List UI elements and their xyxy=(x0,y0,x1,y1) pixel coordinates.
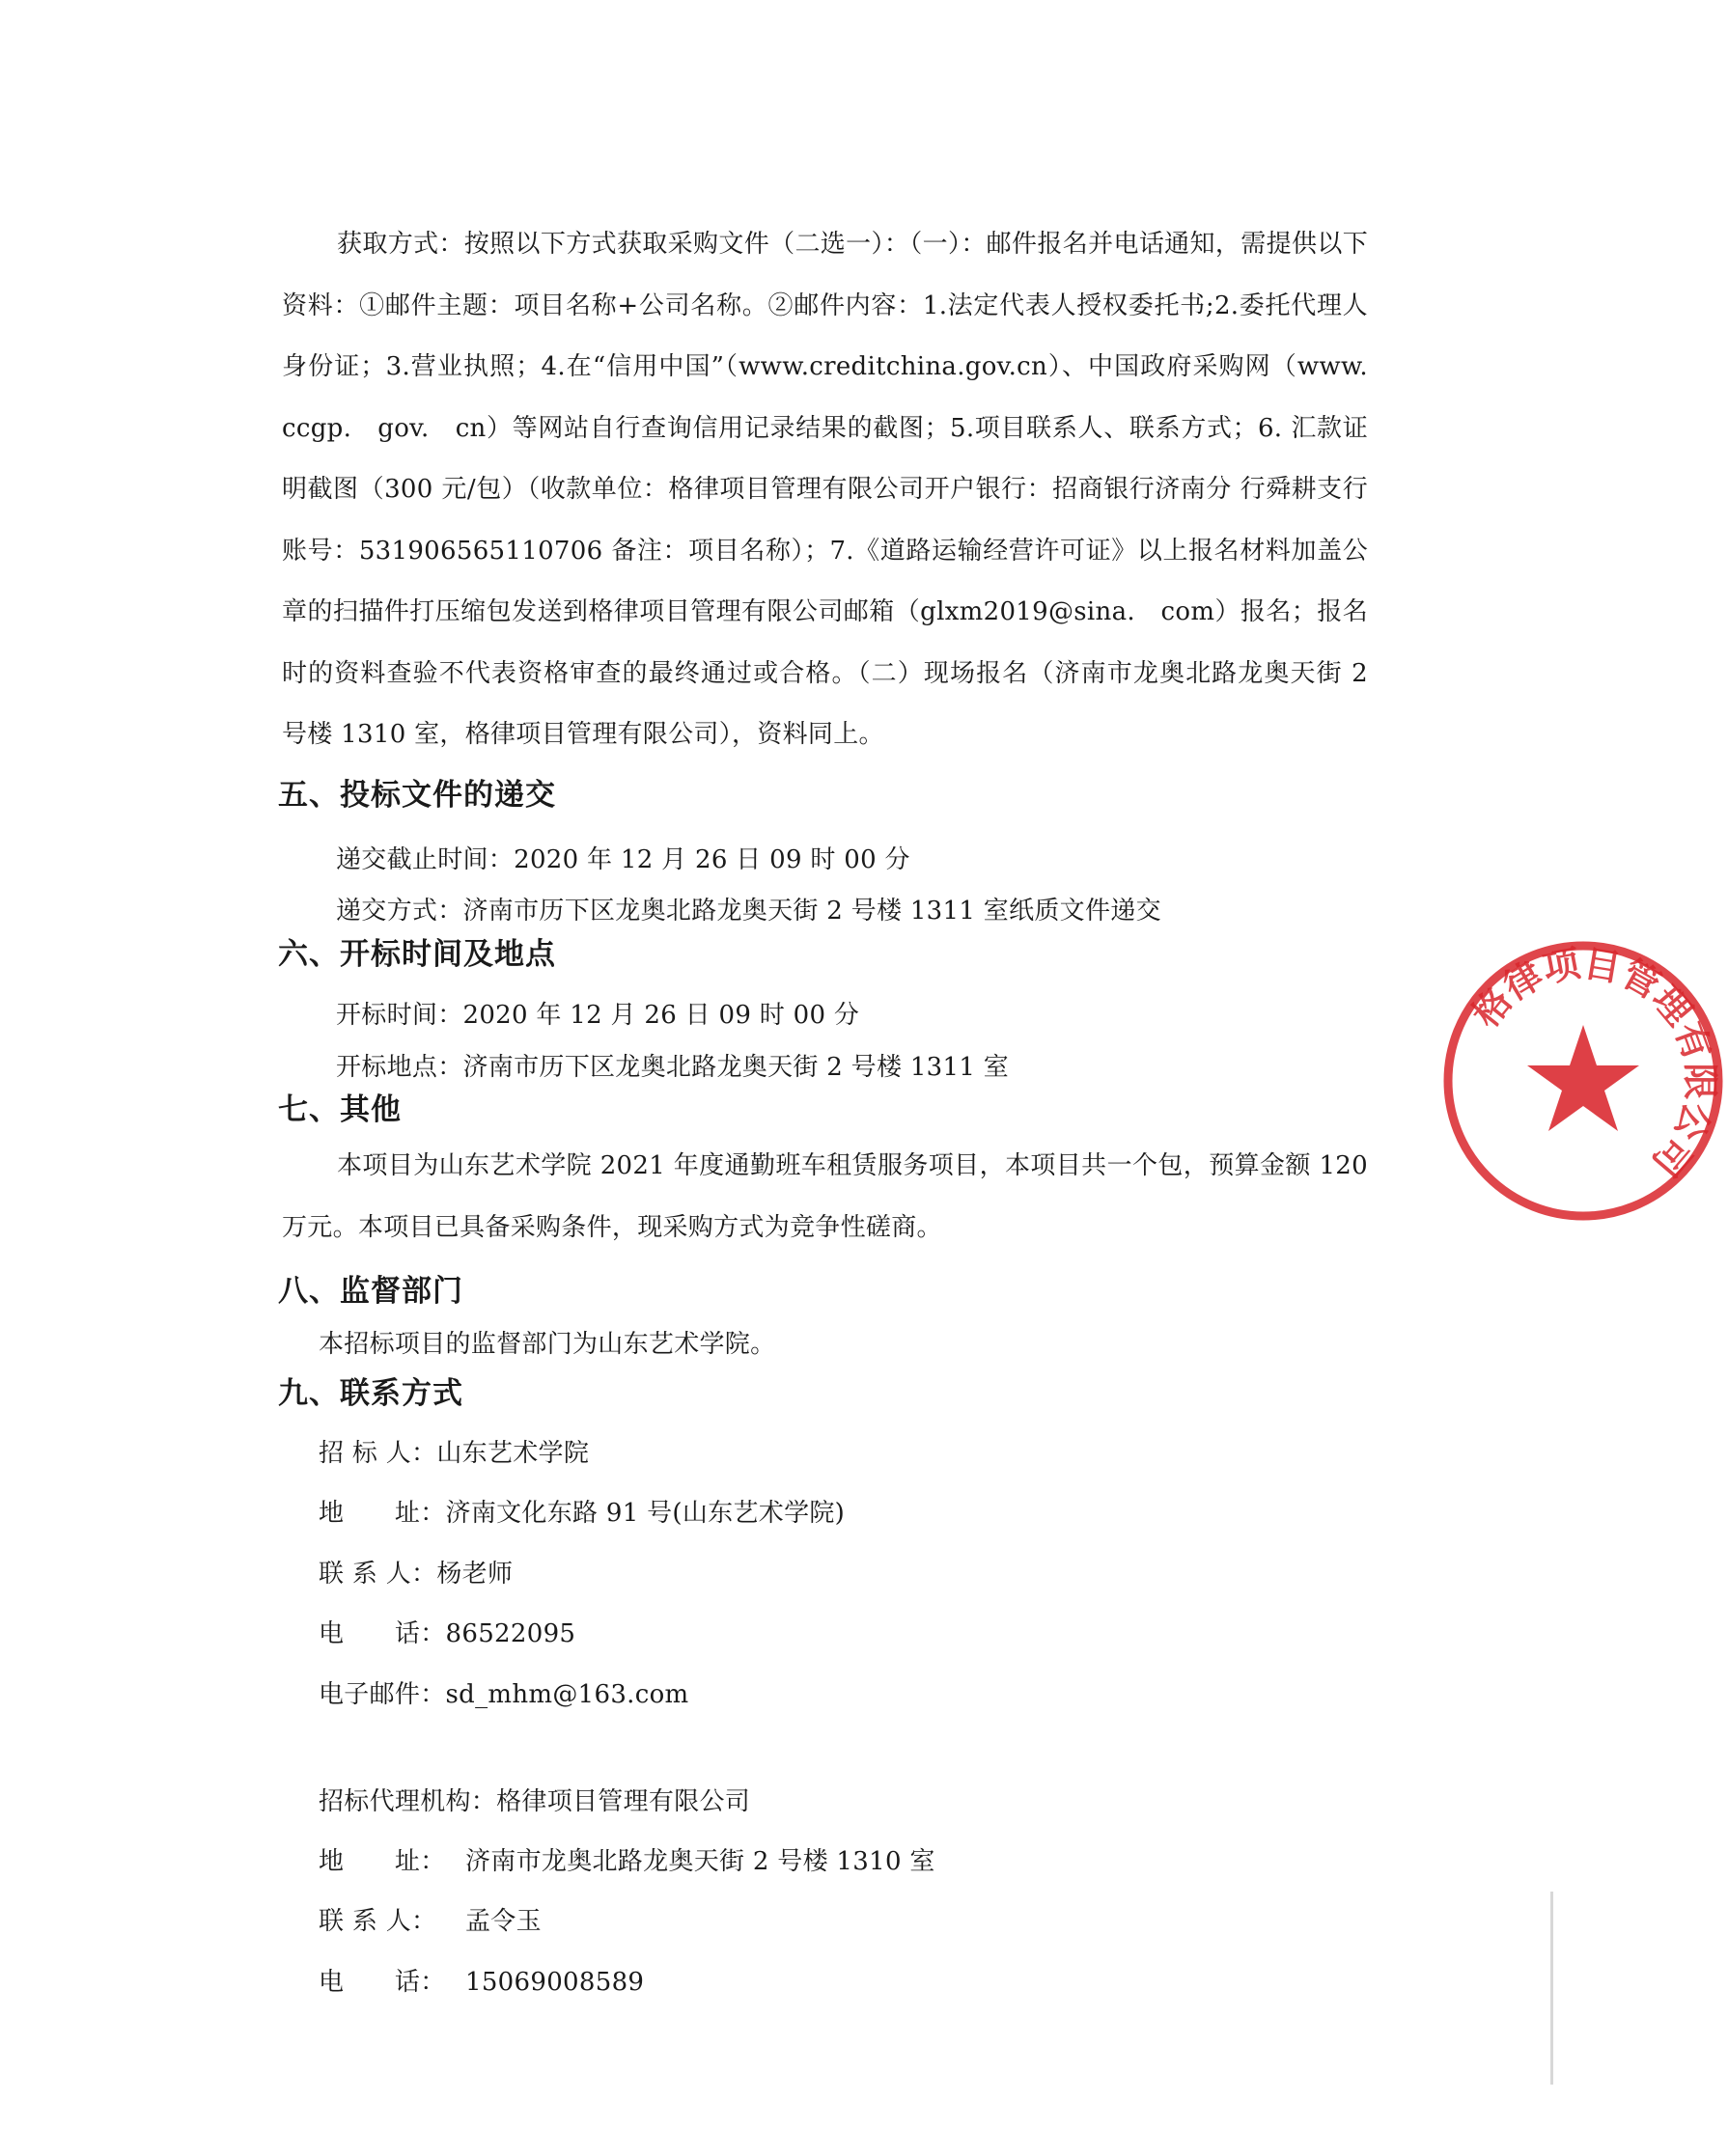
opening-time: 开标时间：2020 年 12 月 26 日 09 时 00 分 xyxy=(336,1001,860,1030)
agency-address: 济南市龙奥北路龙奥天街 2 号楼 1310 室 xyxy=(465,1847,935,1876)
seal-star-icon xyxy=(1527,1025,1639,1131)
tenderer-phone-label: 电 话： xyxy=(319,1619,446,1648)
scan-edge-mark xyxy=(1550,1892,1553,2085)
tenderer-contact-row xyxy=(319,1554,513,1589)
agency-contact-label: 联 系 人： xyxy=(319,1907,437,1936)
agency-phone-label: 电 话： xyxy=(319,1968,446,1997)
opening-place: 开标地点：济南市历下区龙奥北路龙奥天街 2 号楼 1311 室 xyxy=(336,1053,1010,1082)
section-8-title: 八、监督部门 xyxy=(278,1274,463,1309)
section-9-title: 九、联系方式 xyxy=(278,1376,463,1411)
acquisition-paragraph: 获取方式：按照以下方式获取采购文件（二选一）：（一）：邮件报名并电话通知，需提供以下资料：①邮件主题：项目名称+公司名称。②邮件内容：1.法定代表人授权委托书;2.委托代理人身份证；3.营业执照；4.在“信用中国”（www.creditchina.gov.cn）、中国政府采购网（www. ccgp. gov. cn）等网站自行查询信用记录结果的截图；5.项目联系人、联系方式；6. 汇款证明截图（300 元/包）（收款单位：格律项目管理有限公司开户银行：招商银行济南分 行舜耕支行账号：531906565110706 备注：项目名称）；7.《道路运输经营许可证》以上报名材料加盖公章的扫描件打压缩包发送到格律项目管理有限公司邮箱（glxm2019@sina. com）报名；报名时的资料查验不代表资格审查的最终通过或合格。（二）现场报名（济南市龙奥北路龙奥天街 2 号楼 1310 室，格律项目管理有限公司），资料同上。 xyxy=(282,230,1394,749)
section-7-paragraph: 本项目为山东艺术学院 2021 年度通勤班车租赁服务项目，本项目共一个包，预算金额 120 万元。本项目已具备采购条件，现采购方式为竞争性磋商。 xyxy=(282,1151,1368,1242)
agency-name: 格律项目管理有限公司 xyxy=(496,1787,751,1816)
tenderer-email: sd_mhm@163.com xyxy=(445,1680,689,1709)
tenderer-email-label: 电子邮件： xyxy=(319,1680,446,1709)
tenderer-email-row xyxy=(319,1674,689,1710)
tenderer-address: 济南文化东路 91 号(山东艺术学院) xyxy=(445,1499,846,1528)
section-5-title: 五、投标文件的递交 xyxy=(278,778,556,813)
agency-address-label: 地 址： xyxy=(319,1847,446,1876)
company-seal-stamp xyxy=(1438,936,1728,1226)
agency-phone-row xyxy=(319,1962,644,1998)
tenderer-phone: 86522095 xyxy=(445,1619,576,1648)
section-6-title: 六、开标时间及地点 xyxy=(278,937,556,972)
tenderer-address-row xyxy=(319,1493,845,1529)
tenderer-name: 山东艺术学院 xyxy=(436,1439,590,1468)
tenderer-contact-label: 联 系 人： xyxy=(319,1560,437,1589)
tenderer-address-label: 地 址： xyxy=(319,1499,446,1528)
seal-text: 格律项目管理有限公司 xyxy=(1463,941,1722,1185)
agency-address-row xyxy=(319,1841,935,1877)
submission-deadline: 递交截止时间：2020 年 12 月 26 日 09 时 00 分 xyxy=(336,845,910,874)
agency-name-row xyxy=(319,1782,750,1817)
agency-contact-row xyxy=(319,1901,542,1937)
supervision-text: 本招标项目的监督部门为山东艺术学院。 xyxy=(319,1330,776,1359)
agency-contact-person: 孟令玉 xyxy=(465,1907,542,1936)
agency-phone: 15069008589 xyxy=(465,1968,645,1997)
tenderer-name-label: 招 标 人： xyxy=(319,1439,437,1468)
tenderer-name-row xyxy=(319,1433,589,1469)
tenderer-contact-person: 杨老师 xyxy=(436,1560,514,1589)
tenderer-phone-row xyxy=(319,1614,575,1649)
agency-name-label: 招标代理机构： xyxy=(319,1787,497,1816)
submission-method: 递交方式：济南市历下区龙奥北路龙奥天街 2 号楼 1311 室纸质文件递交 xyxy=(336,897,1161,926)
section-7-title: 七、其他 xyxy=(278,1092,402,1127)
